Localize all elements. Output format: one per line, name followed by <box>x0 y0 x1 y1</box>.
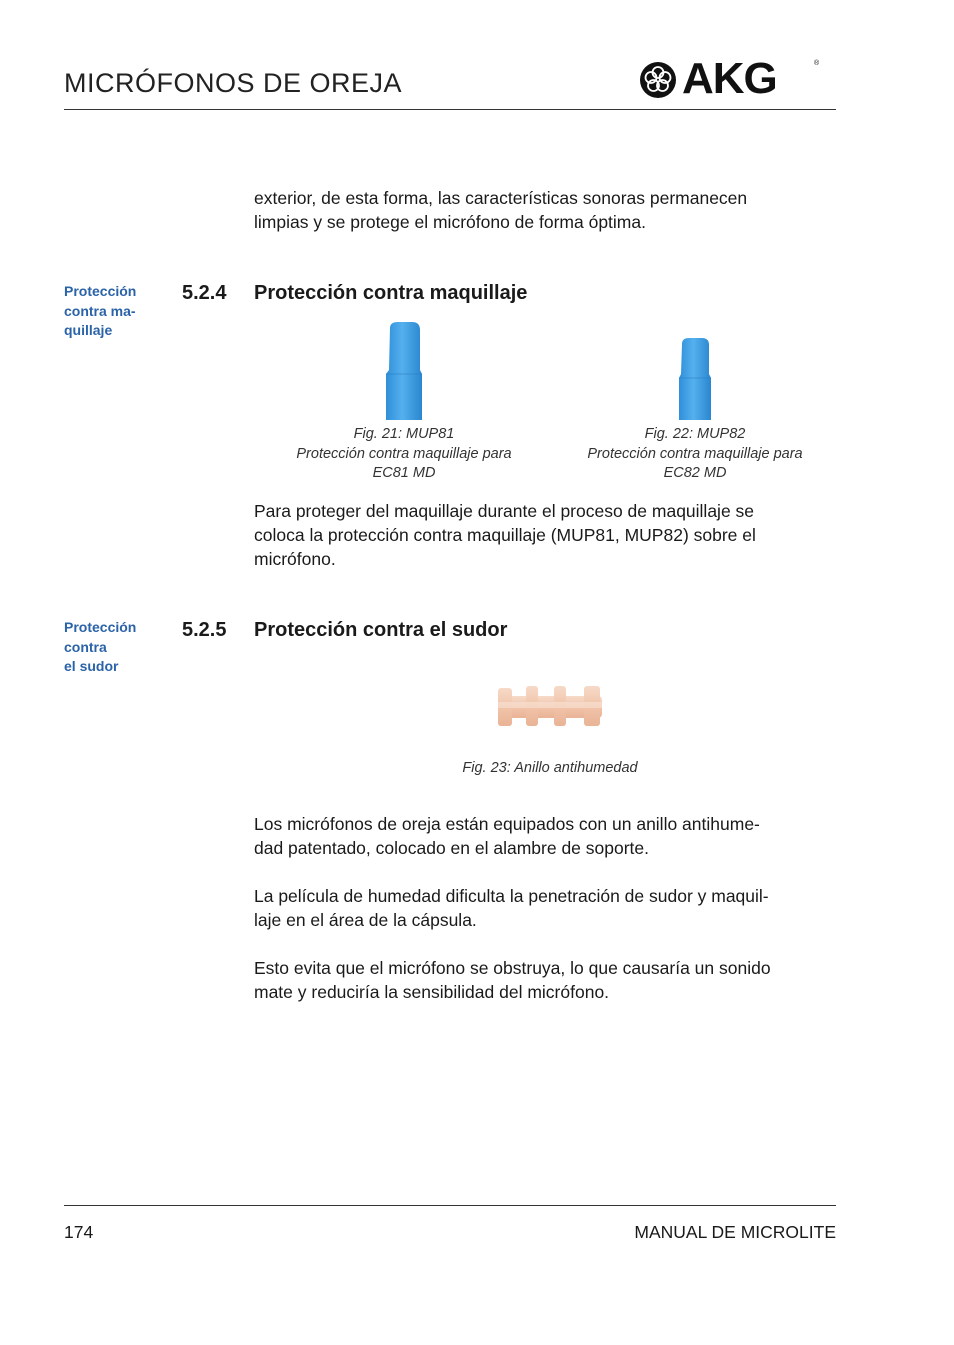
margin-label-line: contra <box>64 638 107 655</box>
text-line: coloca la protección contra maquillaje (MUP81, MUP82) sobre el <box>254 525 756 545</box>
text-line: mate y reduciría la sensibilidad del micrófono. <box>254 982 610 1002</box>
sweat-paragraph-1 <box>254 812 760 860</box>
logo-registered-mark: ® <box>814 60 820 67</box>
mup82-cap-image <box>678 338 712 420</box>
margin-label-makeup <box>64 282 136 341</box>
margin-label-line: quillaje <box>64 322 113 338</box>
text-line: La película de humedad dificulta la penetración de sudor y maquil- <box>254 886 769 906</box>
caption-line: Protección contra maquillaje para <box>587 445 803 462</box>
text-line: limpias y se protege el micrófono de forma óptima. <box>254 212 646 232</box>
sweat-paragraph-3 <box>254 956 771 1004</box>
intro-paragraph <box>254 186 747 234</box>
figure-23-caption: Fig. 23: Anillo antihumedad <box>462 760 638 776</box>
page-header-title: MICRÓFONOS DE OREJA <box>64 68 403 98</box>
text-line: Los micrófonos de oreja están equipados con un anillo antihume- <box>254 814 760 834</box>
logo-wordmark: AKG <box>682 54 777 103</box>
anti-humidity-ring-image <box>496 684 604 728</box>
akg-logo <box>638 54 822 103</box>
akg-flower-icon <box>638 60 678 100</box>
text-line: exterior, de esta forma, las características sonoras permanecen <box>254 188 748 208</box>
page-number: 174 <box>64 1222 94 1242</box>
figure-22-caption <box>565 425 825 484</box>
caption-line: Fig. 22: MUP82 <box>644 426 746 442</box>
section-number-524: 5.2.4 <box>182 282 227 304</box>
section-title-524: Protección contra maquillaje <box>254 282 528 304</box>
margin-label-line: Protección <box>64 619 137 635</box>
margin-label-line: el sudor <box>64 658 119 674</box>
manual-title: MANUAL DE MICROLITE <box>634 1222 836 1242</box>
caption-line: EC82 MD <box>663 465 727 481</box>
footer-divider <box>64 1205 836 1206</box>
figure-21-caption <box>274 425 534 484</box>
margin-label-line: contra ma- <box>64 302 136 319</box>
margin-label-sweat <box>64 618 136 677</box>
text-line: dad patentado, colocado en el alambre de soporte. <box>254 838 650 858</box>
text-line: laje en el área de la cápsula. <box>254 910 477 930</box>
section-number-525: 5.2.5 <box>182 619 227 641</box>
caption-line: Fig. 21: MUP81 <box>353 426 455 442</box>
caption-line: EC81 MD <box>372 465 436 481</box>
sweat-paragraph-2 <box>254 884 769 932</box>
text-line: Esto evita que el micrófono se obstruya, lo que causaría un sonido <box>254 958 771 978</box>
text-line: micrófono. <box>254 549 336 569</box>
margin-label-line: Protección <box>64 283 137 299</box>
text-line: Para proteger del maquillaje durante el proceso de maquillaje se <box>254 501 755 521</box>
caption-line: Protección contra maquillaje para <box>296 445 512 462</box>
makeup-paragraph <box>254 499 756 571</box>
header-divider <box>64 109 836 110</box>
section-title-525: Protección contra el sudor <box>254 619 508 641</box>
mup81-cap-image <box>384 322 424 420</box>
